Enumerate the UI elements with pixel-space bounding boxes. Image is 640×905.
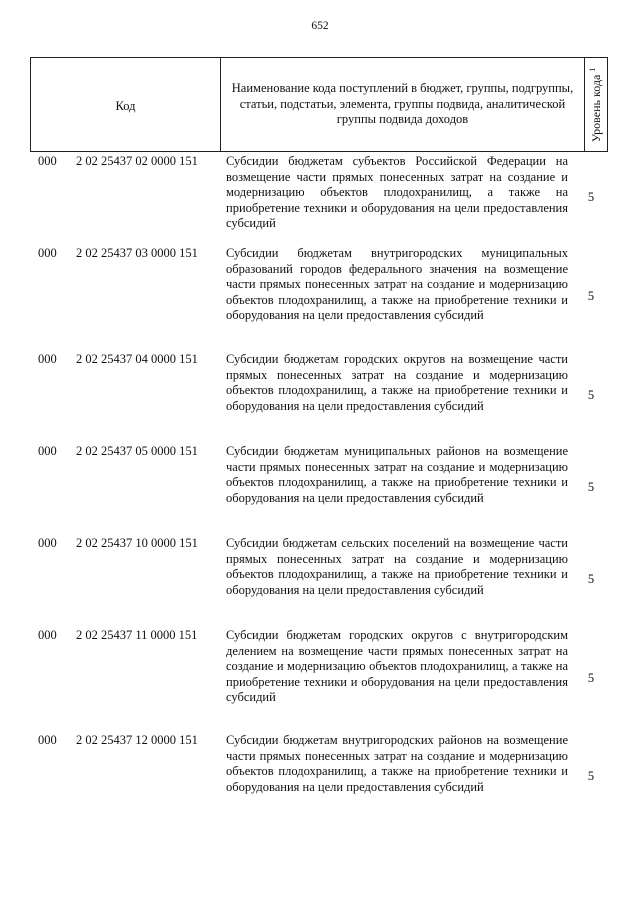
table-row	[30, 442, 608, 534]
table-row	[30, 626, 608, 731]
revenue-name: Субсидии бюджетам муниципальных районов на возмещение части прямых понесенных затрат на создание и модернизацию объектов плодохранилищ, а также на приобретение техники и оборудования на цели предоставления субсидий	[226, 444, 568, 505]
footnote-marker: 1	[588, 67, 597, 72]
table-body	[30, 152, 608, 823]
code-level: 5	[587, 769, 595, 784]
admin-code: 000	[38, 154, 57, 168]
table-row	[30, 350, 608, 442]
code-level: 5	[587, 480, 595, 495]
revenue-code: 2 02 25437 04 0000 151	[76, 352, 198, 366]
admin-code: 000	[38, 733, 57, 747]
revenue-code: 2 02 25437 10 0000 151	[76, 536, 198, 550]
table-row	[30, 244, 608, 350]
page-number: 652	[311, 20, 329, 32]
revenue-name: Субсидии бюджетам внутригородских муниципальных образований городов федерального значения на возмещение части прямых понесенных затрат на создание и модернизацию объектов плодохранилищ, а также на приобретение техники и оборудования на цели предоставления субсидий	[226, 246, 568, 322]
revenue-code: 2 02 25437 12 0000 151	[76, 733, 198, 747]
admin-code: 000	[38, 246, 57, 260]
table-row	[30, 731, 608, 823]
revenue-name: Субсидии бюджетам городских округов с внутригородским делением на возмещение части прямых понесенных затрат на создание и модернизацию объектов плодохранилищ, а также на приобретение техники и оборудования на цели предоставления субсидий	[226, 628, 568, 704]
code-level: 5	[587, 190, 595, 205]
code-level: 5	[587, 572, 595, 587]
header-level	[585, 58, 607, 151]
header-name: Наименование кода поступлений в бюджет, группы, подгруппы, статьи, подстатьи, элемента, группы подвида, аналитической группы подвида доходов	[221, 58, 585, 151]
revenue-name: Субсидии бюджетам городских округов на возмещение части прямых понесенных затрат на создание и модернизацию объектов плодохранилищ, а также на приобретение техники и оборудования на цели предоставления субсидий	[226, 352, 568, 413]
table-row	[30, 152, 608, 244]
code-level: 5	[587, 388, 595, 403]
revenue-code: 2 02 25437 11 0000 151	[76, 628, 198, 642]
revenue-code: 2 02 25437 03 0000 151	[76, 246, 198, 260]
admin-code: 000	[38, 536, 57, 550]
admin-code: 000	[38, 352, 57, 366]
revenue-name: Субсидии бюджетам внутригородских районов на возмещение части прямых понесенных затрат на создание и модернизацию объектов плодохранилищ, а также на приобретение техники и оборудования на цели предоставления субсидий	[226, 733, 568, 794]
admin-code: 000	[38, 628, 57, 642]
code-level: 5	[587, 289, 595, 304]
revenue-code: 2 02 25437 05 0000 151	[76, 444, 198, 458]
code-level: 5	[587, 670, 595, 685]
revenue-code: 2 02 25437 02 0000 151	[76, 154, 198, 168]
header-level-label: Уровень кода $^1$	[588, 67, 603, 142]
revenue-name: Субсидии бюджетам субъектов Российской Федерации на возмещение части прямых понесенных затрат на создание и модернизацию объектов плодохранилищ, а также на приобретение техники и оборудования на цели предоставления субсидий	[226, 154, 568, 230]
table-row	[30, 534, 608, 626]
revenue-name: Субсидии бюджетам сельских поселений на возмещение части прямых понесенных затрат на создание и модернизацию объектов плодохранилищ, а также на приобретение техники и оборудования на цели предоставления субсидий	[226, 536, 568, 597]
admin-code: 000	[38, 444, 57, 458]
table-header	[30, 57, 608, 152]
header-code: Код	[31, 58, 221, 151]
